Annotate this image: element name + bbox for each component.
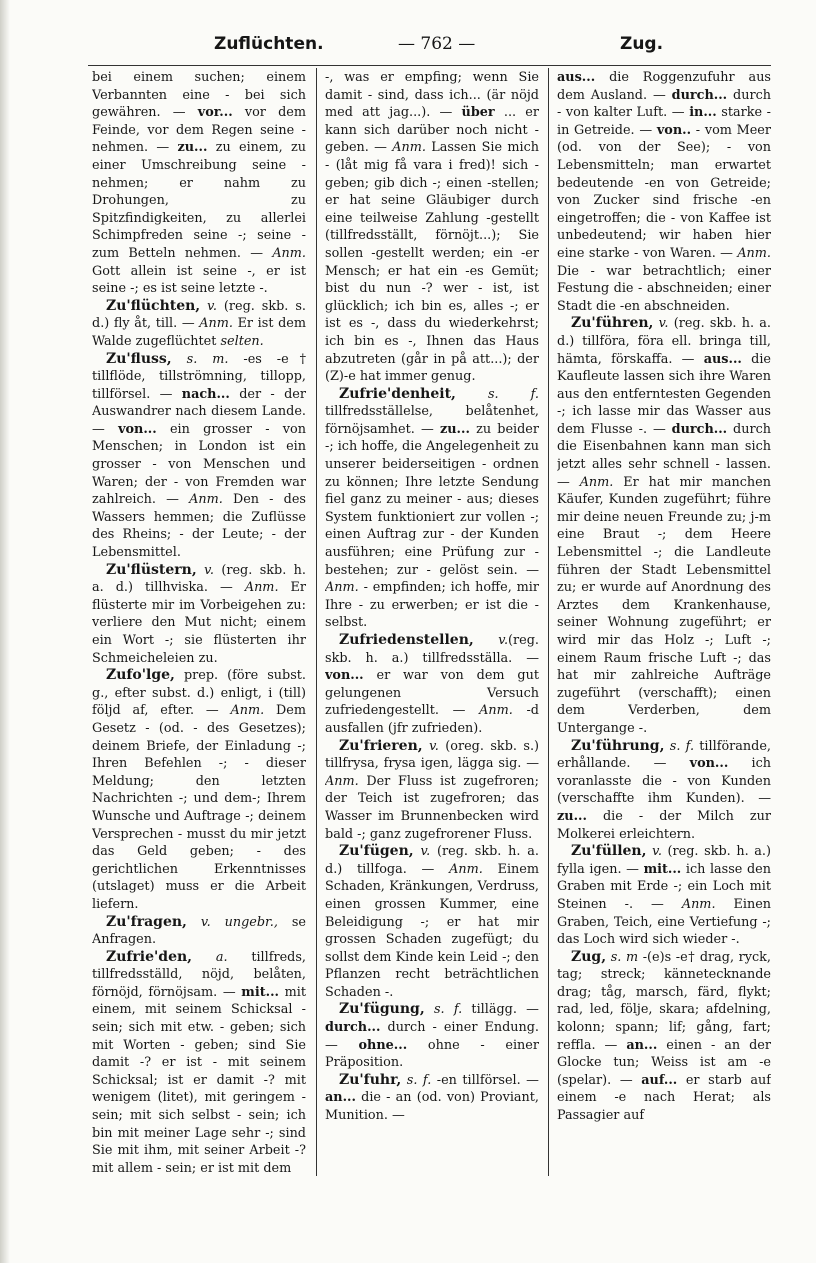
entry-text: starke - in Getreide. — bbox=[557, 105, 771, 138]
dictionary-entry bbox=[325, 738, 539, 844]
entry-text: Er ist dem Walde zugeflüchtet bbox=[92, 316, 306, 349]
entry-abbreviation: Anm. bbox=[449, 861, 483, 877]
entry-keyword: von... bbox=[325, 668, 364, 684]
entry-text: tillägg. — bbox=[462, 1002, 539, 1018]
entry-abbreviation: s. f. bbox=[669, 738, 695, 754]
entry-keyword: von.. bbox=[656, 122, 692, 138]
page-number: — 762 — bbox=[398, 34, 476, 54]
entry-text: prep. (före subst. g., efter subst. d.) enligt, i (till) följd af, efter. — bbox=[92, 668, 306, 719]
entry-headword: Zu'fügen, bbox=[339, 843, 414, 860]
entry-text: tillfredsställelse, belåtenhet, förnöjsamhet. — bbox=[325, 404, 539, 437]
entry-keyword: an... bbox=[325, 1090, 356, 1106]
entry-text bbox=[187, 915, 201, 930]
entry-text bbox=[192, 950, 216, 965]
entry-headword: Zufo'lge, bbox=[106, 667, 175, 684]
entry-headword: Zu'führung, bbox=[571, 737, 665, 754]
header-left-catchword: Zuflüchten. bbox=[214, 34, 324, 54]
entry-text: er starb auf einem -e nach Herat; als Passagier auf bbox=[557, 1072, 771, 1124]
entry-keyword: aus... bbox=[703, 351, 742, 367]
entry-headword: Zu'führen, bbox=[571, 315, 654, 332]
entry-abbreviation: Anm. bbox=[272, 245, 306, 261]
entry-headword: Zufrie'denheit, bbox=[339, 385, 456, 402]
entry-keyword: auf... bbox=[641, 1072, 678, 1088]
dictionary-entry bbox=[92, 949, 306, 1177]
entry-text: (reg. skb. h. a. d.) tillfoga. — bbox=[325, 844, 539, 877]
entry-text: ein grosser - von Menschen; in London ist ein grosser - von Menschen und Waren; der - von Fremden war zahlreich. — bbox=[92, 421, 306, 508]
entry-abbreviation: s. f. bbox=[487, 386, 539, 402]
entry-text: -(e)s -e† drag, ryck, tag; streck; kännetecknande drag; tåg, marsch, färd, flykt; rad, led, följe, skara; afdelning, kolonn; spann; lif; gång, fart; reffla. — bbox=[557, 949, 771, 1053]
entry-text: Den - des Wassers hemmen; die Zuflüsse des Rheins; - der Leute; - der Lebensmittel. bbox=[92, 492, 306, 561]
entry-text: die - der Milch zur Molkerei erleichtern. bbox=[557, 808, 771, 842]
entry-headword: Zufriedenstellen, bbox=[339, 632, 474, 648]
entry-text: (reg. skb. h. a. d.) tillhviska. — bbox=[92, 562, 306, 596]
dictionary-entry bbox=[325, 1001, 539, 1071]
entry-keyword: zu... bbox=[439, 421, 470, 437]
entry-text: -es -e† tillflöde, tillströmning, tillopp, tillförsel. — bbox=[92, 351, 306, 402]
dictionary-entry bbox=[557, 315, 771, 737]
entry-text: tillfreds, tillfredsställd, nöjd, belåten, förnöjd, förnöjsam. — bbox=[92, 949, 306, 1000]
dictionary-column-right bbox=[557, 69, 771, 1177]
entry-text: durch - von kalter Luft. — bbox=[557, 87, 771, 121]
dictionary-entry bbox=[92, 562, 306, 668]
entry-headword: Zufrie'den, bbox=[106, 948, 193, 965]
entry-headword: Zu'frieren, bbox=[339, 737, 423, 754]
entry-text: mit einem, mit seinem Schicksal - sein; sich mit etw. - geben; sich mit Worten - geben; sind Sie damit -? er ist - mit seinem Schicksal; ist er damit -? mit wenigem (litet), mit geringem - sein; mit sich selbst - sein; ich bin mit meiner Lage sehr -; sind Sie mit ihm, mit seiner Arbeit -? mit allem - sein; er ist mit dem bbox=[92, 984, 306, 1176]
entry-keyword: durch... bbox=[325, 1020, 381, 1036]
entry-abbreviation: v. ungebr., bbox=[200, 914, 278, 930]
entry-text bbox=[474, 633, 499, 648]
column-divider-left bbox=[316, 68, 317, 1176]
entry-text: (reg. skb. h. a. d.) tillföra, föra ell. bringa till, hämta, förskaffa. — bbox=[557, 316, 771, 367]
entry-abbreviation: s. m. bbox=[186, 351, 229, 367]
entry-abbreviation: v. bbox=[498, 633, 509, 648]
entry-text: - vom Meer (od. von der See); - von Lebensmitteln; man erwartet bedeutende -en von Getreide; von Zucker sind frische -en eingetroffen; die - von Kaffee ist unbedeutend; wir haben hier eine starke - von Waren. — bbox=[557, 122, 771, 261]
entry-text: zu beider -; ich hoffe, die Angelegenheit zu unserer beiderseitigen - ordnen zu können; Ihre letzte Sendung fiel ganz zu meiner - aus; dieses System funktioniert zur vollen -; einen Auftrag zur - der Kunden ausführen; eine Prüfung zur - bestehen; zur - gelöst sein. — bbox=[325, 421, 539, 578]
dictionary-entry bbox=[325, 386, 539, 632]
entry-abbreviation: a. bbox=[215, 949, 228, 965]
dictionary-entry bbox=[325, 1072, 539, 1125]
entry-abbreviation: v. bbox=[207, 298, 217, 314]
entry-headword: Zu'flüchten, bbox=[106, 297, 201, 314]
entry-text: vor dem Feinde, vor dem Regen seine - nehmen. — bbox=[92, 105, 306, 156]
entry-text: tillförande, erhållande. — bbox=[557, 738, 771, 772]
entry-text: die - an (od. von) Proviant, Munition. — bbox=[325, 1090, 539, 1124]
entry-abbreviation: Anm. bbox=[325, 773, 359, 789]
entry-text: -, was er empfing; wenn Sie damit - sind, dass ich... (är nöjd med att jag...). — bbox=[325, 70, 539, 121]
entry-keyword: vor... bbox=[197, 105, 233, 121]
entry-text: Gott allein ist seine -, er ist seine -; es ist seine letzte -. bbox=[92, 263, 306, 297]
entry-abbreviation: v. bbox=[429, 738, 439, 754]
entry-headword: Zug, bbox=[571, 948, 607, 965]
entry-text: Dem Gesetz - (od. - des Gesetzes); deinem Briefe, der Einladung -; Ihren Befehlen -; - dieser Meldung; den letzten Nachrichten -; und dem-; Ihrem Wunsche und Auftrage -; deinem Versprechen - musst du mir jetzt das Geld geben; - des gerichtlichen Erkenntnisses (utslaget) muss er die Arbeit liefern. bbox=[92, 703, 306, 912]
entry-abbreviation: v. bbox=[204, 562, 214, 578]
entry-abbreviation: Anm. bbox=[579, 474, 614, 490]
entry-text: (reg. skb. h. a.) tillfredsställa. — bbox=[325, 633, 539, 666]
entry-text: die Roggenzufuhr aus dem Ausland. — bbox=[557, 70, 771, 103]
entry-text: - empfinden; ich hoffe, mir Ihre - zu erwerben; er ist die - selbst. bbox=[325, 580, 539, 631]
dictionary-column-left bbox=[92, 69, 306, 1177]
entry-keyword: von... bbox=[689, 756, 729, 772]
entry-abbreviation: v. bbox=[420, 844, 431, 860]
entry-text: ich voranlasste die - von Kunden (verschaffte ihm Kunden). — bbox=[557, 756, 771, 807]
entry-text: zu einem, zu einer Umschreibung seine - nehmen; er nahm zu Drohungen, zu Spitzfindigkeiten, zu allerlei Schimpfreden seine -; seine - zum Betteln nehmen. — bbox=[92, 140, 306, 261]
dictionary-column-middle bbox=[325, 69, 539, 1177]
entry-text: durch die Eisenbahnen kann man sich jetzt alles sehr schnell - lassen. — bbox=[557, 421, 771, 490]
entry-text: -d ausfallen (jfr zufrieden). bbox=[325, 703, 539, 736]
entry-keyword: ohne... bbox=[358, 1037, 408, 1053]
entry-abbreviation: v. bbox=[658, 316, 669, 332]
entry-headword: Zu'fuhr, bbox=[339, 1071, 402, 1088]
entry-abbreviation: s. m bbox=[610, 949, 639, 965]
entry-text: ich lasse den Graben mit Erde -; ein Loch mit Steinen -. — bbox=[557, 861, 771, 912]
entry-headword: Zu'fluss, bbox=[106, 350, 172, 367]
dictionary-entry bbox=[325, 843, 539, 1001]
entry-keyword: über bbox=[461, 105, 495, 121]
entry-abbreviation: Anm. bbox=[230, 703, 265, 719]
entry-text: Lassen Sie mich - (låt mig få vara i fred)! sich - geben; gib dich -; einen -stellen; er hat seine Gläubiger durch eine teilweise Zahlung -gestellt (tillfredsställt, förnöjt...); Sie sollen -gestellt werden; ein -er Mensch; er hat ein -es Gemüt; bist du nun -? wer - ist, ist glücklich; ich bin es, alles -; er ist es -, dass du wiederkehrst; ich bin es -, Ihnen das Haus abzutreten (går in på att...); der (Z)-e hat immer genug. bbox=[325, 140, 539, 385]
entry-abbreviation: s. f. bbox=[406, 1072, 432, 1088]
entry-abbreviation: Anm. bbox=[244, 580, 279, 596]
entry-text: Einen Graben, Teich, eine Vertiefung -; das Loch wird sich wieder -. bbox=[557, 896, 771, 948]
dictionary-entry bbox=[557, 738, 771, 844]
page-header bbox=[0, 34, 816, 62]
entry-abbreviation: Anm. bbox=[325, 580, 359, 596]
entry-text: -en tillförsel. — bbox=[431, 1072, 539, 1088]
entry-text bbox=[456, 387, 488, 402]
dictionary-entry bbox=[92, 298, 306, 351]
entry-keyword: mit... bbox=[643, 861, 682, 877]
dictionary-entry bbox=[557, 69, 771, 315]
entry-text bbox=[172, 352, 187, 367]
header-rule bbox=[88, 65, 771, 66]
entry-abbreviation: Anm. bbox=[189, 492, 223, 508]
dictionary-entry bbox=[325, 632, 539, 738]
entry-text: der - der Auswandrer nach diesem Lande. — bbox=[92, 386, 306, 437]
entry-keyword: zu... bbox=[557, 808, 587, 824]
entry-text: Er hat mir manchen Käufer, Kunden zugeführt; führe mir deine neuen Freunde zu; j-m eine Braut -; dem Heere Lebensmittel -; die Landleute führen der Stadt Lebensmittel zu; er wurde auf Anordnung des Arztes dem Krankenhause, seiner Wohnung zugeführt; er wird mir das Holz -; Luft -; einem Raum frische Luft -; das hat mir zahlreiche Aufträge zugeführt (verschafft); einen dem Verderben, dem Untergange -. bbox=[557, 474, 771, 736]
page-gutter-shadow bbox=[0, 0, 10, 1263]
entry-text: (reg. skb. s. d.) fly åt, till. — bbox=[92, 298, 306, 332]
entry-abbreviation: Anm. bbox=[681, 896, 716, 912]
entry-text: (reg. skb. h. a.) fylla igen. — bbox=[557, 844, 771, 877]
dictionary-entry bbox=[92, 914, 306, 949]
column-divider-right bbox=[548, 68, 549, 1176]
entry-headword: Zu'füllen, bbox=[571, 843, 647, 860]
entry-abbreviation: Anm. bbox=[392, 140, 426, 156]
entry-keyword: von... bbox=[118, 421, 157, 437]
entry-text bbox=[425, 1002, 434, 1017]
entry-text: ... er kann sich darüber noch nicht - geben. — bbox=[325, 105, 539, 156]
entry-abbreviation: selten. bbox=[220, 333, 264, 349]
entry-text: Er flüsterte mir im Vorbeigehen zu: verliere den Mut nicht; einem ein Wort -; sie flüsterten ihr Schmeicheleien zu. bbox=[92, 580, 306, 666]
entry-abbreviation: s. f. bbox=[433, 1002, 463, 1018]
dictionary-entry bbox=[92, 351, 306, 562]
entry-keyword: an... bbox=[626, 1037, 658, 1053]
entry-text: er war von dem gut gelungenen Versuch zufriedengestellt. — bbox=[325, 668, 539, 719]
entry-headword: Zu'fragen, bbox=[106, 913, 187, 930]
entry-text: Der Fluss ist zugefroren; der Teich ist zugefroren; das Wasser im Brunnenbecken wird bald -; ganz zugefrorener Fluss. bbox=[325, 773, 539, 842]
entry-abbreviation: v. bbox=[652, 844, 662, 860]
entry-text: einen - an der Glocke tun; Weiss ist am -e (spelar). — bbox=[557, 1037, 771, 1088]
entry-keyword: mit... bbox=[241, 984, 279, 1000]
entry-text: durch - einer Endung. — bbox=[325, 1020, 539, 1053]
entry-abbreviation: Anm. bbox=[737, 245, 771, 261]
header-right-catchword: Zug. bbox=[620, 34, 664, 54]
entry-text: (oreg. skb. s.) tillfrysa, frysa igen, lägga sig. — bbox=[325, 738, 539, 772]
entry-keyword: zu... bbox=[177, 140, 208, 156]
entry-keyword: aus... bbox=[557, 70, 596, 85]
entry-text: ohne - einer Präposition. bbox=[325, 1037, 539, 1071]
entry-text: die Kaufleute lassen sich ihre Waren aus den entferntesten Gegenden -; ich lasse mir das Wasser aus dem Flusse -. — bbox=[557, 351, 771, 437]
entry-text: Einem Schaden, Kränkungen, Verdruss, einen grossen Kummer, eine Beleidigung -; er hat mir grossen Schaden zugefügt; du sollst dem Kinde kein Leid -; den Pflanzen recht beträchtlichen Schaden -. bbox=[325, 861, 539, 1000]
entry-headword: Zu'fügung, bbox=[339, 1001, 425, 1018]
dictionary-entry bbox=[92, 667, 306, 913]
dictionary-entry bbox=[92, 69, 306, 298]
entry-abbreviation: Anm. bbox=[479, 703, 513, 719]
dictionary-entry bbox=[557, 843, 771, 949]
entry-keyword: durch... bbox=[671, 87, 728, 103]
entry-keyword: nach... bbox=[181, 386, 230, 402]
dictionary-entry bbox=[325, 69, 539, 386]
entry-keyword: durch... bbox=[671, 421, 728, 437]
entry-headword: Zu'flüstern, bbox=[106, 561, 197, 578]
entry-text: bei einem suchen; einem Verbannten eine - bei sich gewähren. — bbox=[92, 70, 306, 121]
entry-text: se Anfragen. bbox=[92, 914, 306, 948]
entry-text: Die - war betrachtlich; einer Festung die - abschneiden; einer Stadt die -en abschneiden. bbox=[557, 263, 771, 314]
entry-keyword: in... bbox=[689, 105, 717, 121]
dictionary-entry bbox=[557, 949, 771, 1125]
entry-abbreviation: Anm. bbox=[199, 316, 233, 332]
